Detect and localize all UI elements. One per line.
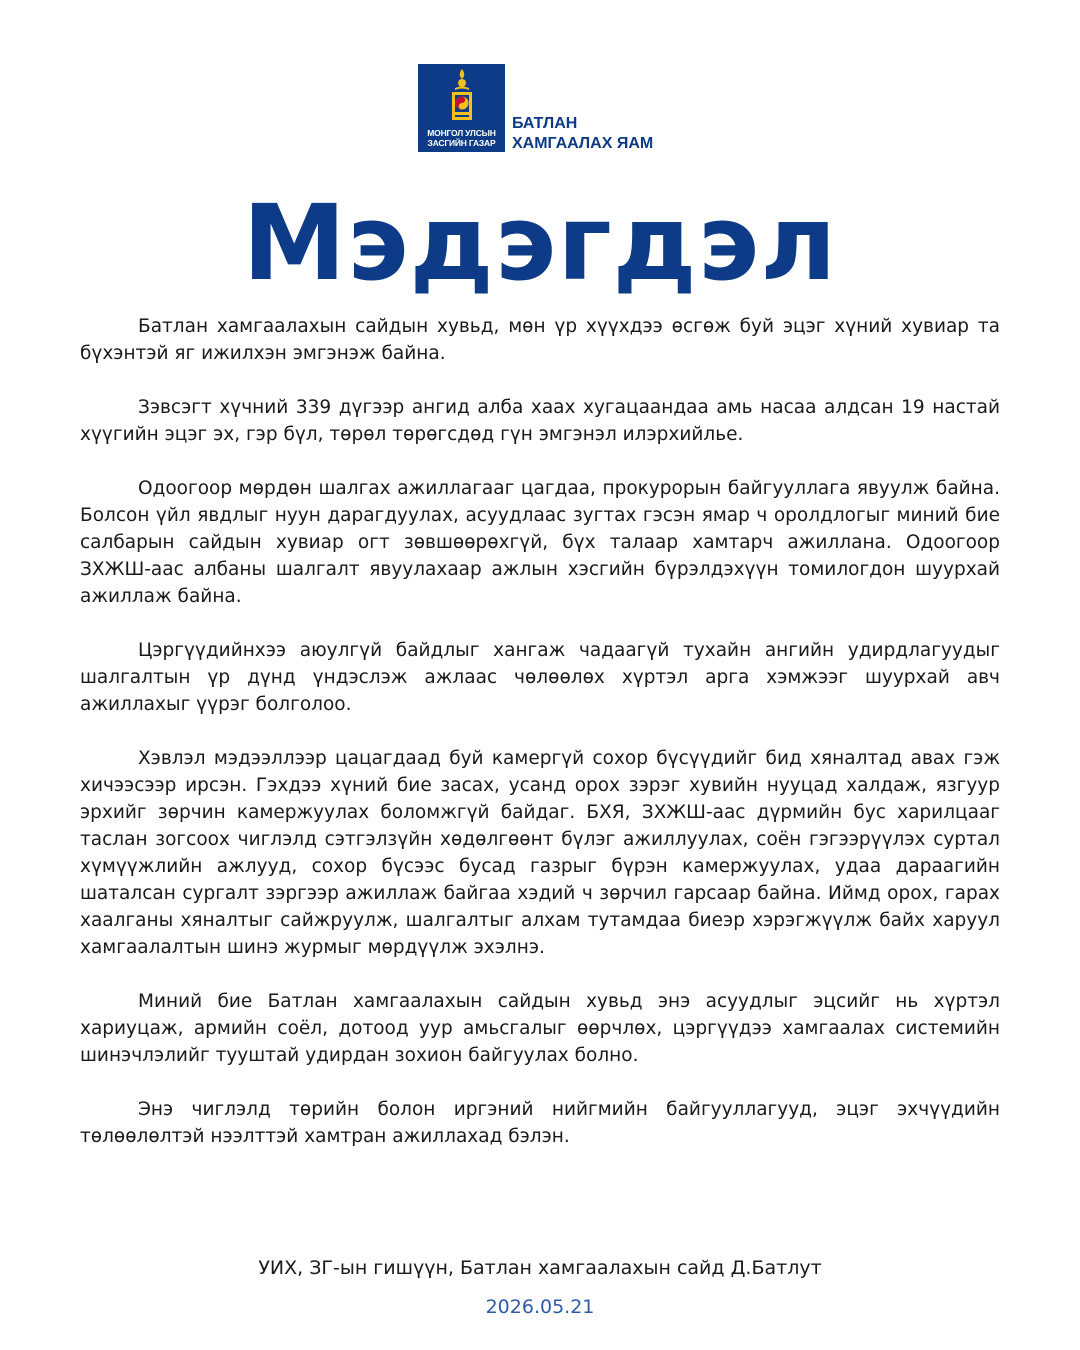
- statement-paragraph: Цэргүүдийнхээ аюулгүй байдлыг хангаж чадаагүй тухайн ангийн удирдлагуудыг шалгалтын үр дүнд үндэслэж ажлаас чөлөөлөх хүртэл арга хэмжээг шуурхай авч ажиллахыг үүрэг болголоо.: [80, 640, 1000, 715]
- statement-paragraph: Батлан хамгаалахын сайдын хувьд, мөн үр хүүхдээ өсгөж буй эцэг хүний хувиар та бүхэнтэй яг ижилхэн эмгэнэж байна.: [80, 316, 1000, 364]
- statement-paragraph: Хэвлэл мэдээллээр цацагдаад буй камергүй сохор бүсүүдийг бид хяналтад авах гэж хичээсээр ирсэн. Гэхдээ хүний бие засах, усанд орох зэрэг хувийн нууцад халдаж, язгуур эрхийг зөрчин камержуулах боломжгүй байдаг. БХЯ, ЗХЖШ-аас дүрмийн бус харилцааг таслан зогсоох чиглэлд сэтгэлзүйн хөдөлгөөнт бүлэг ажиллуулах, соён гэгээрүүлэх суртал хүмүүжлийн ажлууд, сохор бүсээс бусад газрыг бүрэн камержуулах, удаа дараагийн шаталсан сургалт зэргээр ажиллаж байгаа хэдий ч зөрчил гарсаар байна. Иймд орох, гарах хаалганы хяналтыг сайжруулж, шалгалтыг алхам тутамдаа биеэр хэрэгжүүлж байх харуул хамгаалалтын шинэ журмыг мөрдүүлж эхэлнэ.: [80, 748, 1000, 958]
- signature-line: УИХ, ЗГ-ын гишүүн, Батлан хамгаалахын сайд Д.Батлут: [258, 1257, 822, 1279]
- ministry-name-line2: ХАМГААЛАХ ЯАМ: [512, 135, 654, 152]
- emblem-caption-line: МОНГОЛ УЛСЫН: [427, 128, 496, 138]
- statement-paragraph: Одоогоор мөрдөн шалгах ажиллагааг цагдаа, прокурорын байгууллага явуулж байна. Болсон үйл явдлыг нуун дарагдуулах, асуудлаас зугтах гэсэн ямар ч оролдлогыг миний бие салбарын сайдын хувиар огт зөвшөөрөхгүй, бүх талаар хамтарч ажиллана. Одоогоор ЗХЖШ-аас албаны шалгалт явуулахаар ажлын хэсгийн бүрэлдэхүүн томилогдон шуурхай ажиллаж байна.: [80, 478, 1000, 607]
- page-title: Мэдэгдэл: [242, 182, 838, 304]
- emblem-caption-line: ЗАСГИЙН ГАЗАР: [427, 138, 496, 148]
- ministry-name: [512, 114, 653, 154]
- ministry-name-line1: БАТЛАН: [512, 115, 578, 132]
- soyombo-emblem-icon: [444, 68, 480, 124]
- statement-paragraph: Зэвсэгт хүчний 339 дүгээр ангид алба хаах хугацаандаа амь насаа алдсан 19 настай хүүгийн эцэг эх, гэр бүл, төрөл төрөгсдөд гүн эмгэнэл илэрхийлье.: [80, 397, 1000, 445]
- emblem-caption: [418, 128, 505, 148]
- statement-paragraph: Энэ чиглэлд төрийн болон иргэний нийгмийн байгууллагууд, эцэг эхчүүдийн төлөөлөлтэй нээлттэй хамтран ажиллахад бэлэн.: [80, 1099, 1000, 1147]
- statement-body: [80, 313, 1000, 1177]
- government-emblem: [418, 64, 505, 152]
- statement-paragraph: Миний бие Батлан хамгаалахын сайдын хувьд энэ асуудлыг эцсийг нь хүртэл хариуцаж, армийн соёл, дотоод уур амьсгалыг өөрчлөх, цэргүүдээ хамгаалах системийн шинэчлэлийг тууштай удирдан зохион байгуулах болно.: [80, 991, 1000, 1066]
- statement-date: 2026.05.21: [485, 1296, 595, 1318]
- ministry-logo: [418, 64, 653, 152]
